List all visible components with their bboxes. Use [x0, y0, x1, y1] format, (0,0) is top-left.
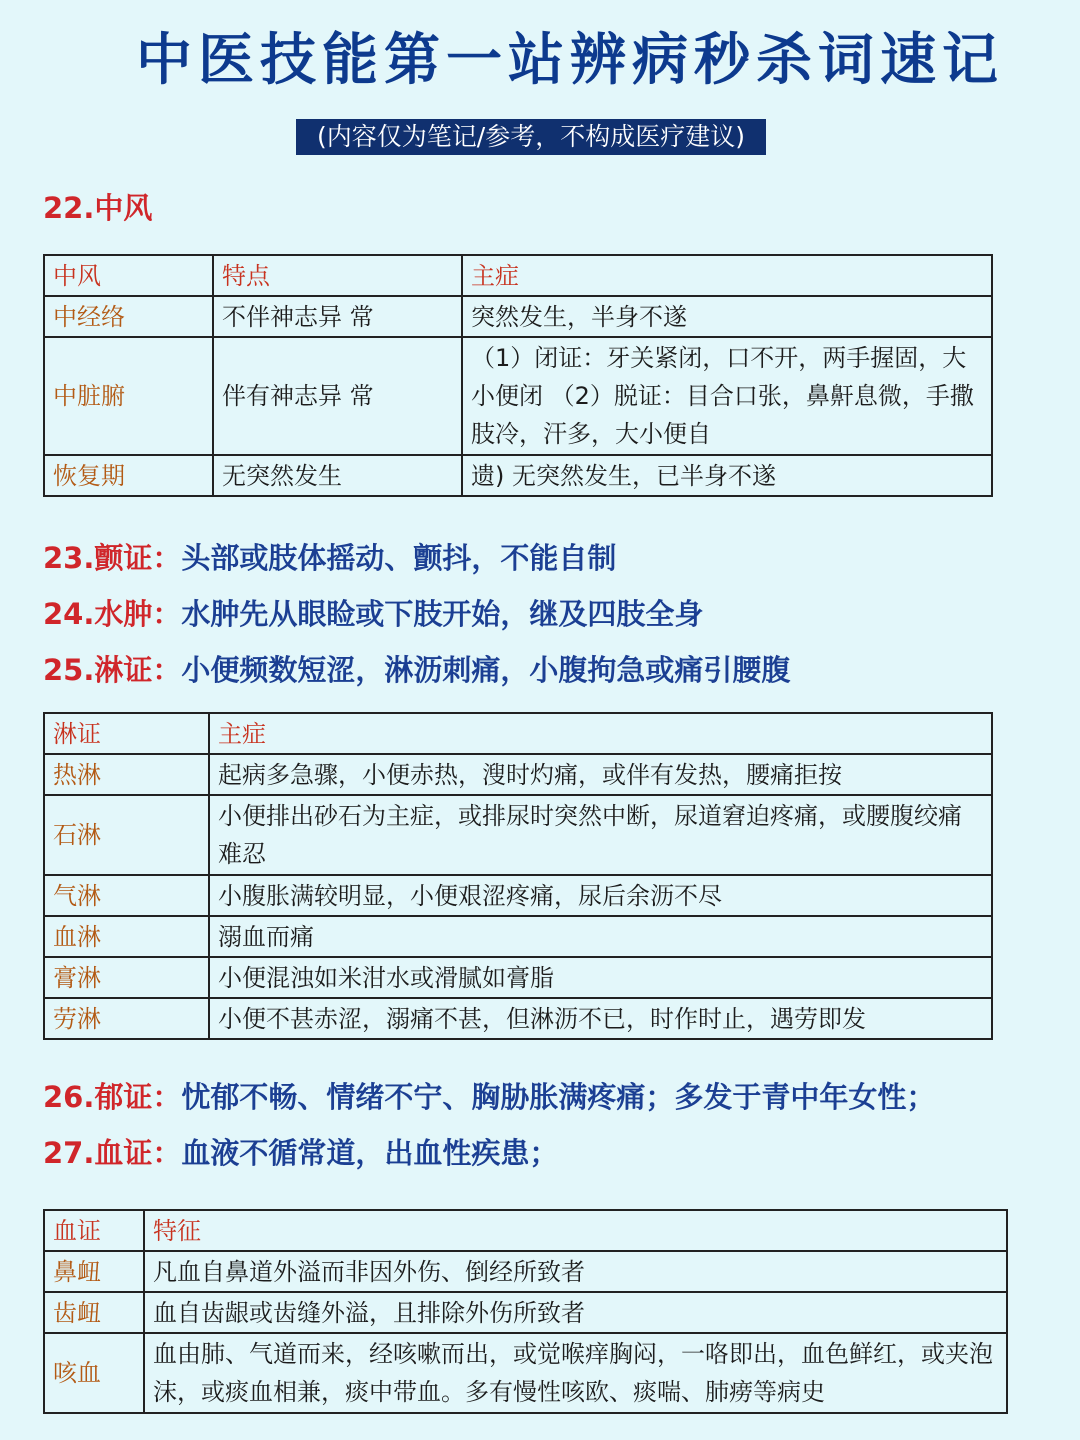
table-row	[44, 296, 992, 337]
row-feature: 凡血自鼻道外溢而非因外伤、倒经所致者	[144, 1251, 1007, 1292]
table-header: 特征	[144, 1210, 1007, 1251]
disclaimer-banner: (内容仅为笔记/参考，不构成医疗建议)	[296, 119, 766, 155]
row-feature: 伴有神志异 常	[213, 337, 462, 455]
stranguria-table	[43, 712, 993, 1040]
row-name: 热淋	[44, 754, 209, 795]
row-name: 石淋	[44, 795, 209, 875]
row-symptom: 遗) 无突然发生，已半身不遂	[462, 455, 992, 496]
table-row	[44, 1251, 1007, 1292]
row-name: 咳血	[44, 1333, 144, 1413]
table-row	[44, 875, 992, 916]
table-row	[44, 337, 992, 455]
table-row	[44, 1292, 1007, 1333]
table-header: 血证	[44, 1210, 144, 1251]
table-row	[44, 455, 992, 496]
row-symptom: 突然发生，半身不遂	[462, 296, 992, 337]
row-symptom: 小便不甚赤涩，溺痛不甚，但淋沥不已，时作时止，遇劳即发	[209, 998, 992, 1039]
row-name: 血淋	[44, 916, 209, 957]
row-name: 劳淋	[44, 998, 209, 1039]
page-title: 中医技能第一站辨病秒杀词速记	[136, 28, 1004, 93]
table-header: 淋证	[44, 713, 209, 754]
section-25-heading: 25.淋证：小便频数短涩，淋沥刺痛，小腹拘急或痛引腰腹	[43, 653, 791, 687]
section-23-heading: 23.颤证：头部或肢体摇动、颤抖，不能自制	[43, 541, 617, 575]
section-26-heading: 26.郁证：忧郁不畅、情绪不宁、胸胁胀满疼痛；多发于青中年女性；	[43, 1080, 936, 1114]
row-feature: 血自齿龈或齿缝外溢，且排除外伤所致者	[144, 1292, 1007, 1333]
table-header: 主症	[462, 255, 992, 296]
row-symptom: 起病多急骤，小便赤热，溲时灼痛，或伴有发热，腰痛拒按	[209, 754, 992, 795]
row-feature: 无突然发生	[213, 455, 462, 496]
row-name: 恢复期	[44, 455, 213, 496]
row-symptom: 小腹胀满较明显，小便艰涩疼痛，尿后余沥不尽	[209, 875, 992, 916]
section-27-heading: 27.血证：血液不循常道，出血性疾患；	[43, 1136, 559, 1170]
table-row	[44, 795, 992, 875]
table-row	[44, 957, 992, 998]
table-header: 特点	[213, 255, 462, 296]
row-name: 膏淋	[44, 957, 209, 998]
row-feature: 不伴神志异 常	[213, 296, 462, 337]
row-symptom: 小便排出砂石为主症，或排尿时突然中断，尿道窘迫疼痛，或腰腹绞痛难忍	[209, 795, 992, 875]
row-feature: 血由肺、气道而来，经咳嗽而出，或觉喉痒胸闷，一咯即出，血色鲜红，或夹泡 沫，或痰血相兼，痰中带血。多有慢性咳欧、痰喘、肺痨等病史	[144, 1333, 1007, 1413]
section-22-heading: 22.中风	[43, 191, 153, 225]
table-row	[44, 754, 992, 795]
row-symptom: 溺血而痛	[209, 916, 992, 957]
table-row	[44, 998, 992, 1039]
table-header: 主症	[209, 713, 992, 754]
row-name: 气淋	[44, 875, 209, 916]
blood-syndrome-table	[43, 1209, 1008, 1414]
row-name: 齿衄	[44, 1292, 144, 1333]
stroke-table	[43, 254, 993, 497]
row-symptom: 小便混浊如米泔水或滑腻如膏脂	[209, 957, 992, 998]
row-symptom: （1）闭证：牙关紧闭，口不开，两手握固，大小便闭 （2）脱证：目合口张，鼻鼾息微，手撒肢冷，汗多，大小便自	[462, 337, 992, 455]
row-name: 鼻衄	[44, 1251, 144, 1292]
table-row	[44, 1333, 1007, 1413]
section-24-heading: 24.水肿：水肿先从眼睑或下肢开始，继及四肢全身	[43, 597, 704, 631]
table-header: 中风	[44, 255, 213, 296]
row-name: 中经络	[44, 296, 213, 337]
row-name: 中脏腑	[44, 337, 213, 455]
table-row	[44, 916, 992, 957]
